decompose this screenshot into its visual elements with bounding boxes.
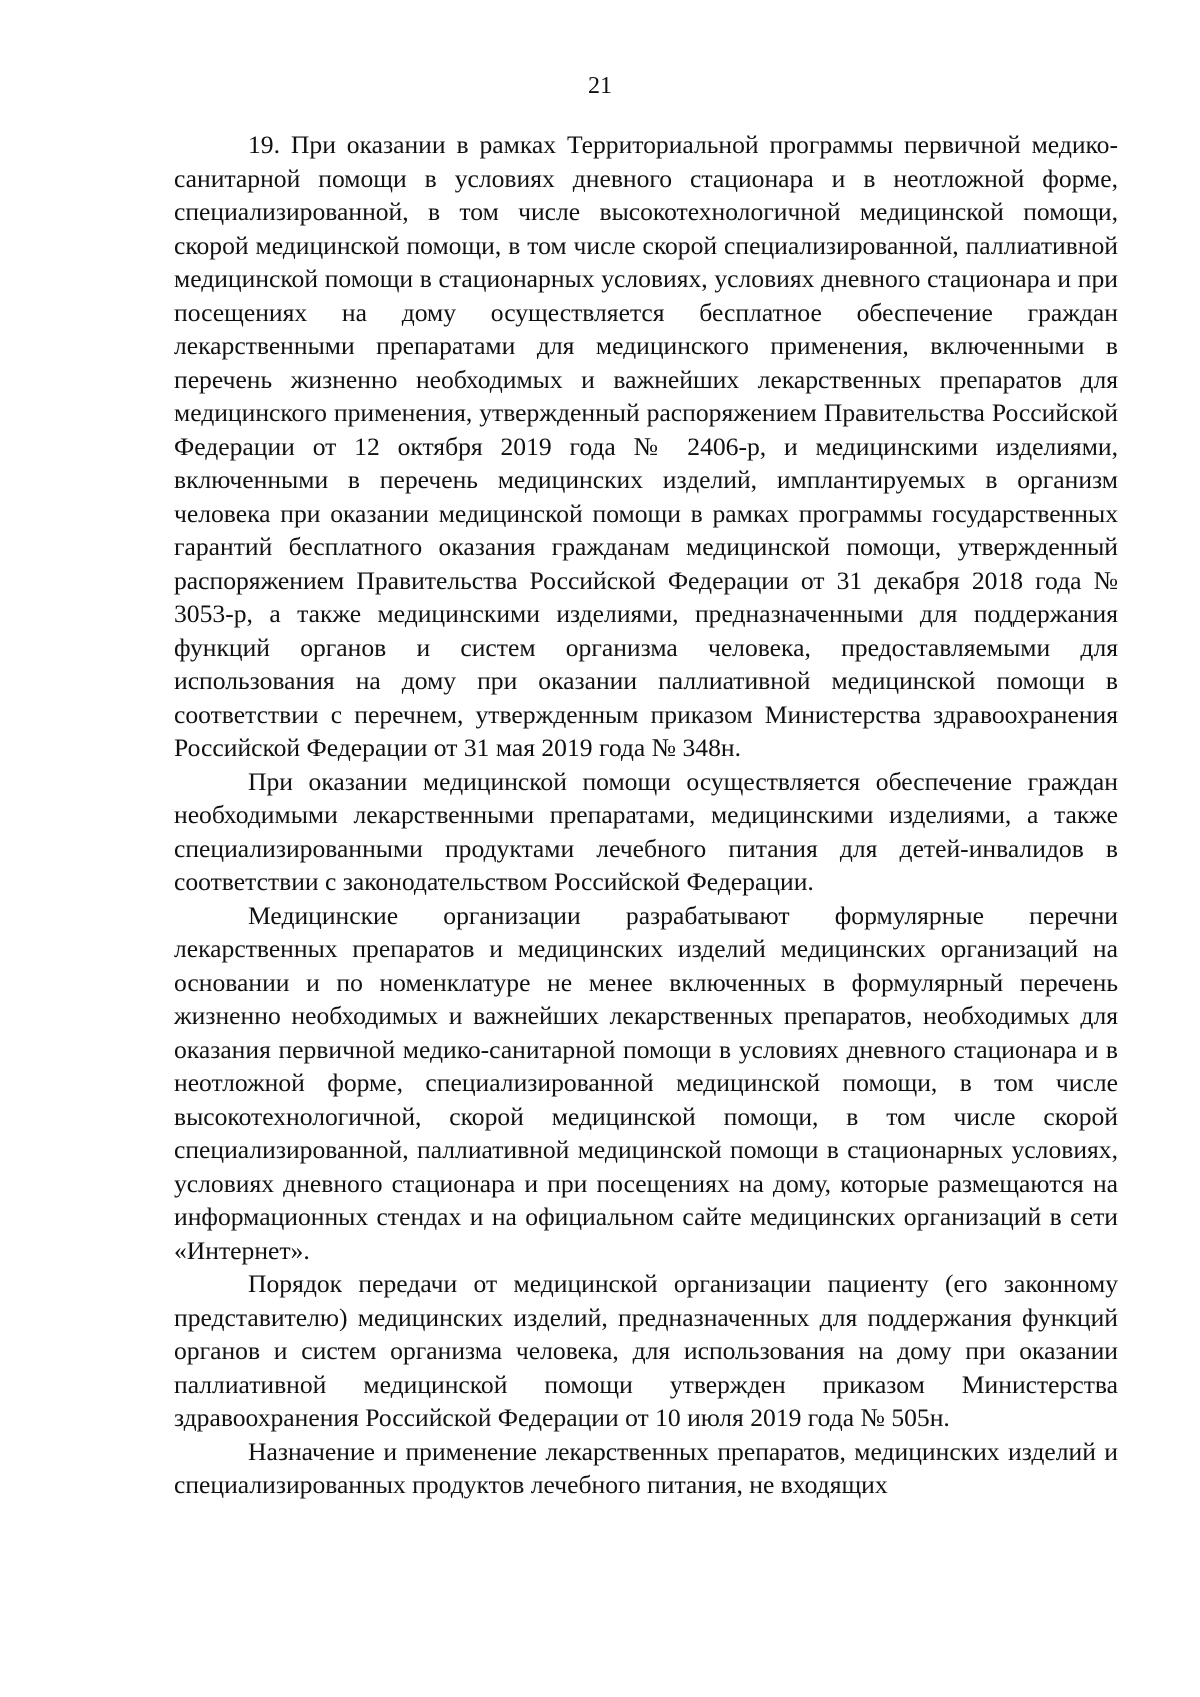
paragraph-prescription: Назначение и применение лекарственных препаратов, медицинских изделий и специализированных продуктов лечебного питания, не входящих — [174, 1436, 1118, 1499]
paragraph-item-19: 19. При оказании в рамках Территориальной программы первичной медико-санитарной помощи в условиях дневного стационара и в неотложной форме, специализированной, в том числе высокотехнологичной медицинской помощи, скорой медицинской помощи, в том числе скорой специализированной, паллиативной медицинской помощи в стационарных условиях, условиях дневного стационара и при посещениях на дому осуществляется бесплатное обеспечение граждан лекарственными препаратами для медицинского применения, включенными в перечень жизненно необходимых и важнейших лекарственных препаратов для медицинского применения, утвержденный распоряжением Правительства Российской Федерации от 12 октября 2019 года № 2406-р, и медицинскими изделиями, включенными в перечень медицинских изделий, имплантируемых в организм человека при оказании медицинской помощи в рамках программы государственных гарантий бесплатного оказания гражданам медицинской помощи, утвержденный распоряжением Правительства Российской Федерации от 31 декабря 2018 года № 3053-р, а также медицинскими изделиями, предназначенными для поддержания функций органов и систем организма человека, предоставляемыми для использования на дому при оказании паллиативной медицинской помощи в соответствии с перечнем, утвержденным приказом Министерства здравоохранения Российской Федерации от 31 мая 2019 года № 348н. — [174, 130, 1118, 762]
paragraph-formulary-lists: Медицинские организации разрабатывают формулярные перечни лекарственных препаратов и медицинских изделий медицинских организаций на основании и по номенклатуре не менее включенных в формулярный перечень жизненно необходимых и важнейших лекарственных препаратов, необходимых для оказания первичной медико-санитарной помощи в условиях дневного стационара и в неотложной форме, специализированной медицинской помощи, в том числе высокотехнологичной, скорой медицинской помощи, в том числе скорой специализированной, паллиативной медицинской помощи в стационарных условиях, условиях дневного стационара и при посещениях на дому, которые размещаются на информационных стендах и на официальном сайте медицинских организаций в сети «Интернет». — [174, 900, 1118, 1265]
paragraph-transfer-procedure: Порядок передачи от медицинской организации пациенту (его законному представителю) медицинских изделий, предназначенных для поддержания функций органов и систем организма человека, для использования на дому при оказании паллиативной медицинской помощи утвержден приказом Министерства здравоохранения Российской Федерации от 10 июля 2019 года № 505н. — [174, 1269, 1118, 1432]
document-body — [174, 128, 1118, 1502]
page-number: 21 — [588, 73, 612, 99]
paragraph-medication-provision: При оказании медицинской помощи осуществляется обеспечение граждан необходимыми лекарственными препаратами, медицинскими изделиями, а также специализированными продуктами лечебного питания для детей-инвалидов в соответствии с законодательством Российской Федерации. — [174, 766, 1118, 896]
